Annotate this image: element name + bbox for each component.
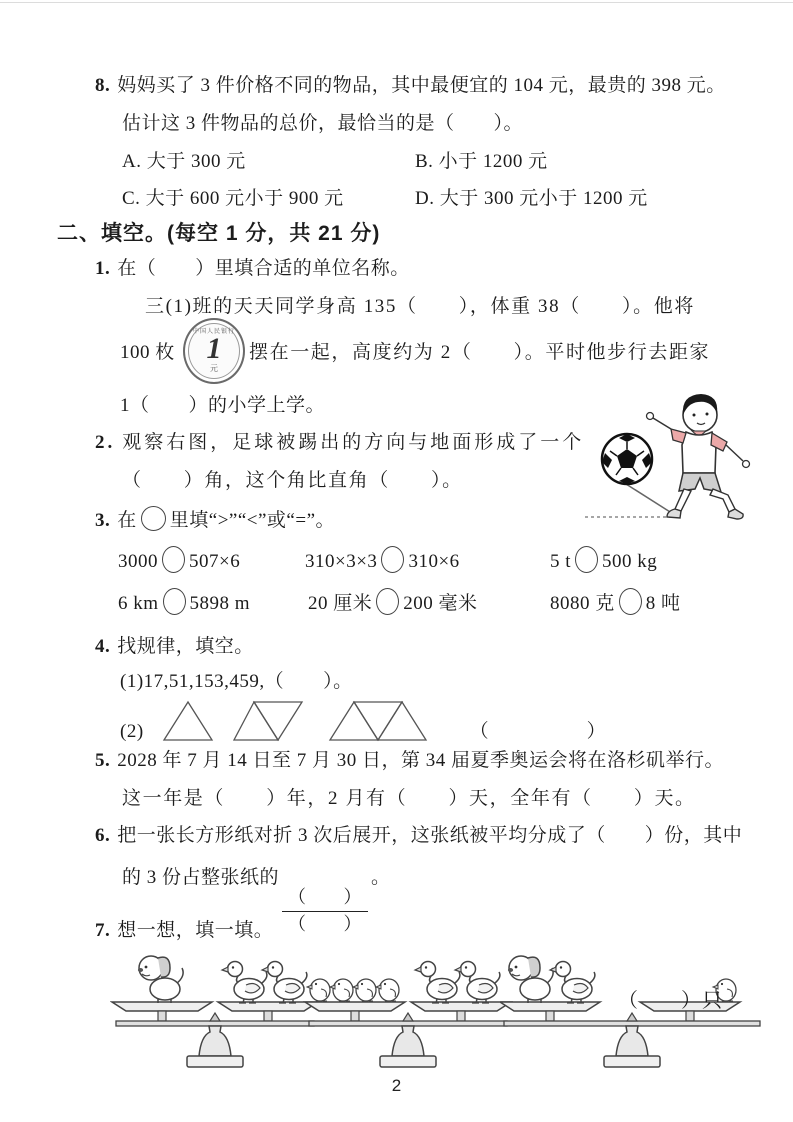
fraction-blank [282, 887, 368, 935]
comparison-circle [619, 588, 642, 615]
chick-icon [376, 979, 399, 1001]
q8-line1: 8. 妈妈买了 3 件价格不同的物品，其中最便宜的 104 元，最贵的 398 元。 [95, 75, 726, 96]
triangle-pattern-1 [162, 698, 214, 744]
chick-icon [330, 979, 353, 1001]
balance-scale-2 [303, 952, 513, 1068]
scale-pan-left [500, 1002, 600, 1021]
cmp-left: 310×3×3 [305, 551, 378, 572]
boy-figure [647, 394, 750, 519]
coin-bank-text: 中国人民银行 [192, 329, 235, 335]
duck-icon [550, 962, 595, 1004]
scale-pan-right [411, 1002, 511, 1021]
comparison-circle [162, 546, 185, 573]
q8-line2: 估计这 3 件物品的总价，最恰当的是（ ）。 [122, 113, 524, 134]
one-yuan-coin [183, 318, 245, 384]
page-number: 2 [391, 1076, 402, 1095]
q4-item2-label: (2) [120, 721, 144, 743]
scale-base [604, 1026, 660, 1067]
dog-icon [508, 956, 553, 1003]
q4-number: 4. [95, 636, 111, 657]
cmp-right: 500 kg [602, 551, 658, 572]
q1-line2: 三(1)班的天天同学身高 135（ ），体重 38（ ）。他将 [145, 296, 695, 317]
duck-icon [455, 962, 500, 1004]
page-top-rule [0, 2, 793, 3]
q3-title: 3. 在 里填“>”“<”或“=”。 [95, 506, 335, 533]
cmp-left: 3000 [118, 551, 158, 572]
soccer-ball-icon [602, 434, 652, 484]
comparison-circle [381, 546, 404, 573]
triangle-pattern-2 [232, 698, 310, 744]
balance-scale-1 [110, 952, 320, 1068]
duck-icon [222, 962, 267, 1004]
comparison-item [118, 546, 240, 574]
scale-base [380, 1026, 436, 1067]
q3-number: 3. [95, 510, 111, 531]
cmp-left: 8080 克 [550, 593, 615, 614]
q4-title: 4. 找规律，填空。 [95, 636, 254, 657]
q8-option-d: D. 大于 300 元小于 1200 元 [415, 188, 648, 209]
boy-kicking-ball-illustration [583, 385, 768, 537]
cmp-right: 200 毫米 [403, 593, 478, 614]
cmp-left: 5 t [550, 551, 572, 572]
comparison-item [305, 546, 460, 574]
cmp-right: 8 吨 [645, 593, 681, 614]
q2-line2: （ ）角，这个角比直角（ ）。 [122, 470, 463, 491]
q1-line3-post: 摆在一起，高度约为 2（ ）。平时他步行去距家 [249, 342, 711, 363]
comparison-item [118, 588, 250, 616]
comparison-circle [575, 546, 598, 573]
cmp-right: 5898 m [189, 593, 251, 614]
comparison-circle [163, 588, 186, 615]
coin-value: 1 [206, 332, 222, 365]
q8-option-c: C. 大于 600 元小于 900 元 [122, 188, 344, 209]
scale-pan-left [112, 1002, 212, 1021]
q7-blank-label: （ ）只 [618, 990, 723, 1012]
duck-icon [262, 962, 307, 1004]
chick-icon [353, 979, 376, 1001]
cmp-right: 310×6 [408, 551, 460, 572]
duck-icon [415, 962, 460, 1004]
comparison-item [308, 588, 478, 616]
q4-item2-blank: （ ） [469, 721, 607, 743]
cmp-left: 6 km [118, 593, 159, 614]
q7-title: 7. 想一想，填一填。 [95, 920, 274, 941]
scale-base [187, 1026, 243, 1067]
q5-line1: 5. 2028 年 7 月 14 日至 7 月 30 日，第 34 届夏季奥运会将在洛杉矶举行。 [95, 750, 725, 771]
q1-title: 1. 在（ ）里填合适的单位名称。 [95, 258, 410, 279]
q1-line4: 1（ ）的小学上学。 [120, 395, 326, 416]
cmp-right: 507×6 [189, 551, 241, 572]
scale-pan-left [305, 1002, 405, 1021]
triangle-pattern-3 [328, 698, 432, 744]
q8-option-a: A. 大于 300 元 [122, 151, 246, 172]
section-title: 二、填空。(每空 1 分，共 21 分) [57, 222, 381, 245]
q2-line1: 2. 观察右图，足球被踢出的方向与地面形成了一个 [95, 432, 585, 453]
q4-item1: (1)17,51,153,459,（ ）。 [120, 671, 353, 692]
q5-number: 5. [95, 750, 111, 771]
q8-option-b: B. 小于 1200 元 [415, 151, 548, 172]
q6-number: 6. [95, 825, 111, 846]
q4-item2 [120, 698, 606, 744]
q5-line2: 这一年是（ ）年，2 月有（ ）天，全年有（ ）天。 [122, 788, 696, 809]
q2-number: 2. [95, 432, 116, 453]
q1-number: 1. [95, 258, 111, 279]
fraction-numerator: （ ） [282, 887, 368, 912]
comparison-item [550, 588, 681, 616]
coin-unit: 元 [210, 364, 218, 373]
fill-circle-icon [141, 506, 166, 531]
q1-line3-pre: 100 枚 [120, 342, 175, 363]
q7-number: 7. [95, 920, 111, 941]
cmp-left: 20 厘米 [308, 593, 373, 614]
q8-number: 8. [95, 75, 111, 96]
fraction-denominator: （ ） [288, 913, 363, 934]
q6-line2: 的 3 份占整张纸的 $\frac{( )}{( )}$ 。 [122, 867, 391, 934]
comparison-item [550, 546, 657, 574]
comparison-circle [376, 588, 399, 615]
chick-icon [307, 979, 330, 1001]
q6-line1: 6. 把一张长方形纸对折 3 次后展开，这张纸被平均分成了（ ）份，其中 [95, 825, 743, 846]
dog-icon [138, 956, 183, 1003]
